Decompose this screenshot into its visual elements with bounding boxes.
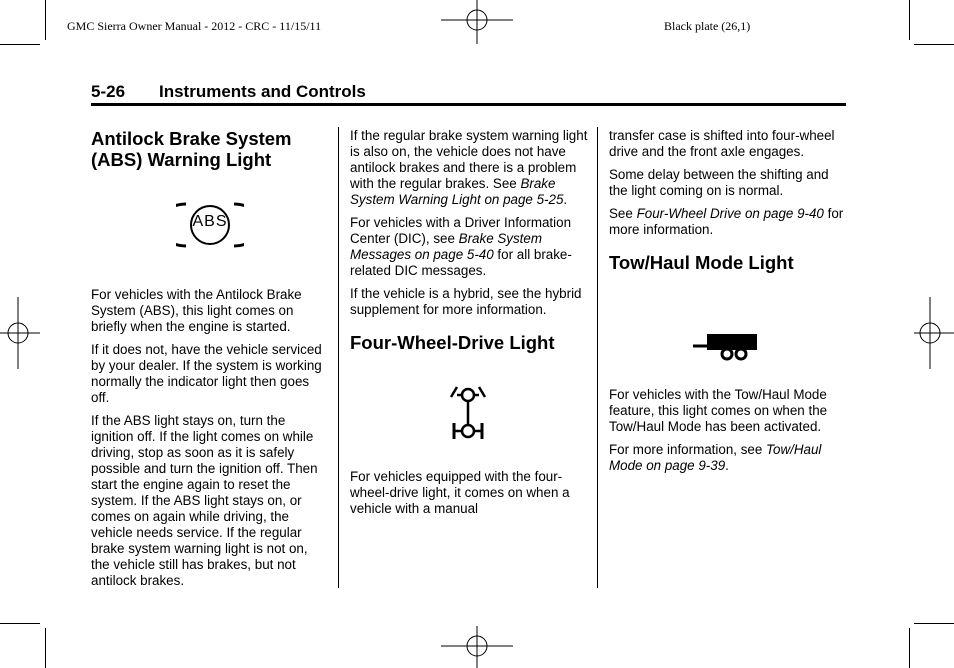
four-wheel-drive-heading: Four-Wheel-Drive Light [350, 332, 555, 353]
plate-info-right: Black plate (26,1) [664, 19, 751, 33]
page-header [91, 81, 846, 106]
four-wheel-drive-link[interactable]: Four-Wheel Drive on page 9-40 [636, 206, 824, 221]
four-wheel-drive-ref-paragraph [609, 206, 846, 238]
tow-haul-icon [609, 281, 846, 387]
fwd-ref-end: for more information. [609, 206, 844, 237]
fwd-see: See [609, 206, 633, 221]
registration-mark-left [0, 297, 40, 369]
tow-haul-ref-paragraph [609, 442, 846, 474]
tow-haul-paragraph: For vehicles with the Tow/Haul Mode feature, this light comes on when the Tow/Haul Mode has been activated. [609, 387, 828, 434]
abs-warning-icon [91, 200, 329, 270]
crop-mark-bottom-left-v [45, 628, 46, 668]
crop-mark-bottom-left-h [0, 623, 40, 624]
abs-paragraph-3: If the ABS light stays on, turn the ignition off. If the light comes on while driving, stop as soon as it is safely possible and turn the ignition off. Then start the engine again to reset the system. If the ABS light stays on, or comes on again while driving, the vehicle needs service. If the regular brake system warning light is not on, the vehicle still has brakes, but not antilock brakes. [91, 413, 318, 588]
crop-mark-bottom-right-v [909, 628, 910, 668]
abs-heading-line1: Antilock Brake System [91, 128, 292, 149]
plate-info-left: GMC Sierra Owner Manual - 2012 - CRC - 11/15/11 [67, 19, 322, 33]
brake-paragraph-2 [350, 215, 590, 279]
brake-p2-text: For vehicles with a Driver Information Center (DIC), see [350, 215, 572, 246]
column-3 [609, 128, 846, 481]
registration-mark-top [441, 0, 513, 44]
crop-mark-bottom-right-h [914, 623, 954, 624]
brake-paragraph-1 [350, 128, 590, 208]
abs-heading-line2: (ABS) Warning Light [91, 149, 272, 170]
column-1 [91, 128, 329, 596]
tow-haul-ref-text: For more information, see [609, 442, 763, 457]
tow-haul-ref-end: . [725, 458, 729, 473]
section-title: Instruments and Controls [159, 82, 366, 101]
registration-mark-bottom [441, 626, 513, 668]
tow-haul-heading: Tow/Haul Mode Light [609, 252, 794, 273]
column-2 [350, 128, 590, 524]
hybrid-paragraph: If the vehicle is a hybrid, see the hybrid supplement for more information. [350, 286, 582, 317]
column-divider-2 [597, 127, 598, 588]
four-wheel-drive-icon [350, 365, 590, 451]
brake-p1-end: . [563, 192, 568, 207]
tow-haul-mode-link[interactable]: Tow/Haul Mode on page 9-39 [609, 442, 822, 473]
four-wheel-drive-paragraph: For vehicles equipped with the four-wheel-drive light, it comes on when a vehicle with a manual [350, 469, 570, 516]
crop-mark-top-left-v [45, 0, 46, 40]
abs-paragraph-2: If it does not, have the vehicle serviced by your dealer. If the system is working normally the indicator light then goes off. [91, 342, 322, 405]
delay-paragraph: Some delay between the shifting and the light coming on is normal. [609, 167, 829, 198]
abs-paragraph-1: For vehicles with the Antilock Brake System (ABS), this light comes on briefly when the engine is started. [91, 287, 302, 334]
column-divider-1 [338, 127, 339, 588]
transfer-case-paragraph: transfer case is shifted into four-wheel drive and the front axle engages. [609, 128, 835, 159]
brake-warning-light-link[interactable]: Brake System Warning Light on page 5-25 [350, 176, 564, 207]
crop-mark-top-right-v [909, 0, 910, 40]
crop-mark-top-right-h [914, 44, 954, 45]
brake-p2-end: for all brake-related DIC messages. [350, 247, 572, 278]
abs-icon-label: ABS [192, 213, 228, 230]
page-number: 5-26 [91, 82, 126, 101]
abs-heading [91, 128, 329, 170]
crop-mark-top-left-h [0, 44, 40, 45]
brake-p1-text: If the regular brake system warning light is also on, the vehicle does not have antilock brakes and there is a problem with the regular brakes. See [350, 128, 588, 191]
registration-mark-right [914, 297, 954, 369]
brake-system-messages-link[interactable]: Brake System Messages on page 5-40 [350, 231, 543, 262]
